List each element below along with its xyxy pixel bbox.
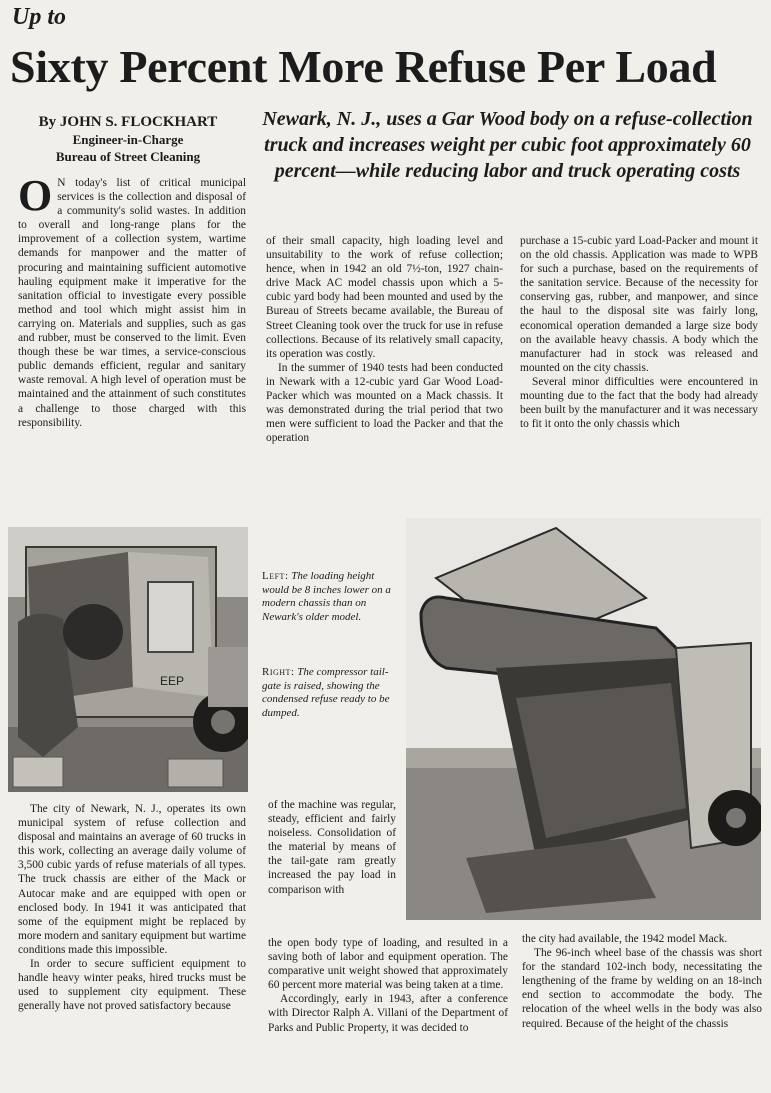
paragraph: The 96-inch wheel base of the chassis was short for the standard 102-inch body, necessitating the lengthening of the frame by welding on an 18-inch end section to accommodate the body. The relocation of the wheel wells in the body was also required. Because of the height of the chassis [522,947,762,1030]
caption-right [262,666,392,720]
kicker: Up to [12,4,66,30]
paragraph: purchase a 15-cubic yard Load-Packer and mount it on the old chassis. Application was made to WPB for such a purchase, based on the requirements of the sanitation service. Because of the necessity for conserving gas, rubber, and manpower, and since the haul to the disposal site was fairly long, economical operation demanded a large size body on the available heavy chassis. A body which the manufacturer had in stock was released and mounted on the city chassis. [520,235,758,374]
paragraph: In the summer of 1940 tests had been conducted in Newark with a 12-cubic yard Gar Wood Load-Packer which was mounted on a Mack chassis. It was demonstrated during the trial period that two men were sufficient to load the Packer and that the operation [266,361,503,445]
headline: Sixty Percent More Refuse Per Load [10,41,717,92]
paragraph: Several minor difficulties were encountered in mounting due to the fact that the body had already been built by the manufacturer and it was necessary to fit it onto the only chassis which [520,375,758,431]
truck-loading-illustration [8,527,248,792]
caption-text: The loading height would be 8 inches lower on a modern chassis than on Newark's older model. [262,570,391,623]
byline [20,114,236,165]
truck-marking: EEP [160,674,185,688]
intro-paragraph: O N today's list of critical municipal services is the collection and disposal of a community's solid wastes. In addition to overall and long-range plans for the improvement of a collection system, wartime demands for manpower and the matter of procuring and maintaining sufficient automotive hauling equipment make it imperative for the sanitation official to investigate every possible method and tool which might assist him in carrying on. Materials and supplies, such as gas and rubber, must be conserved to the limit. Even though these be war times, a service-conscious public demands efficient, regular and sanitary waste removal. A high level of operation must be maintained and the attainment of such constitutes a challenge to those charged with this responsibility. [18,171,246,429]
paragraph: The city of Newark, N. J., operates its own municipal system of refuse collection and disposal and maintains an average of 60 trucks in this work, collecting an average daily volume of 3,500 cubic yards of refuse materials of all types. The truck chassis are either of the Mack or Autocar make and are equipped with open or enclosed body. In 1941 it was anticipated that some of the equipment might be replaced by more modern and sanitary equipment but wartime conditions made this impossible. [18,803,246,956]
tailgate-illustration [406,518,761,920]
paragraph: of the machine was regular, steady, efficient and fairly noiseless. Consolidation of the material by means of the tail-gate ram greatly increased the pay load in comparison with [268,799,396,896]
paragraph: In order to secure sufficient equipment to handle heavy winter peaks, hired trucks must be used to supplement city equipment. These generally have not proved satisfactory because [18,958,246,1013]
deck: Newark, N. J., uses a Gar Wood body on a refuse-collection truck and increases weight per cubic foot approximately 60 percent—while reducing labor and truck operating costs [262,108,753,182]
author-dept: Bureau of Street Cleaning [55,149,201,164]
col2-top [266,234,503,445]
caption-label: Right: [262,666,295,678]
caption-text: The compressor tail-gate is raised, showing the condensed refuse ready to be dumped. [262,666,390,719]
photo-truck-loading [8,527,248,792]
photo-compressor-tailgate [406,518,761,920]
drop-cap: O [18,171,53,220]
col1-top [18,171,246,430]
col3-top [520,234,758,431]
paragraph: the open body type of loading, and resulted in a saving both of labor and equipment operation. The comparative unit weight showed that approximately 60 percent more material was being taken at a time. [268,937,508,992]
col3-bottom [522,932,762,1031]
caption-left [262,570,392,624]
paragraph: Accordingly, early in 1943, after a conference with Director Ralph A. Villani of the Department of Parks and Public Property, it was decided to [268,993,508,1034]
author-title: Engineer-in-Charge [72,132,184,147]
caption-label: Left: [262,570,289,582]
col2-bottom [268,936,508,1035]
col2-bottom-narrow [268,798,396,897]
paragraph: the city had available, the 1942 model Mack. [522,933,728,945]
author-name: By JOHN S. FLOCKHART [38,114,218,130]
paragraph: of their small capacity, high loading level and unsuitability to the work of refuse collection; hence, when in 1942 an old 7½-ton, 1927 chain-drive Mack AC model chassis upon which a 5-cubic yard body had been mounted and used by the Bureau of Streets became available, the Bureau of Street Cleaning took over the truck for use in refuse collections. Because of its relatively small capacity, its operation was costly. [266,235,503,360]
col1-bottom [18,802,246,1013]
